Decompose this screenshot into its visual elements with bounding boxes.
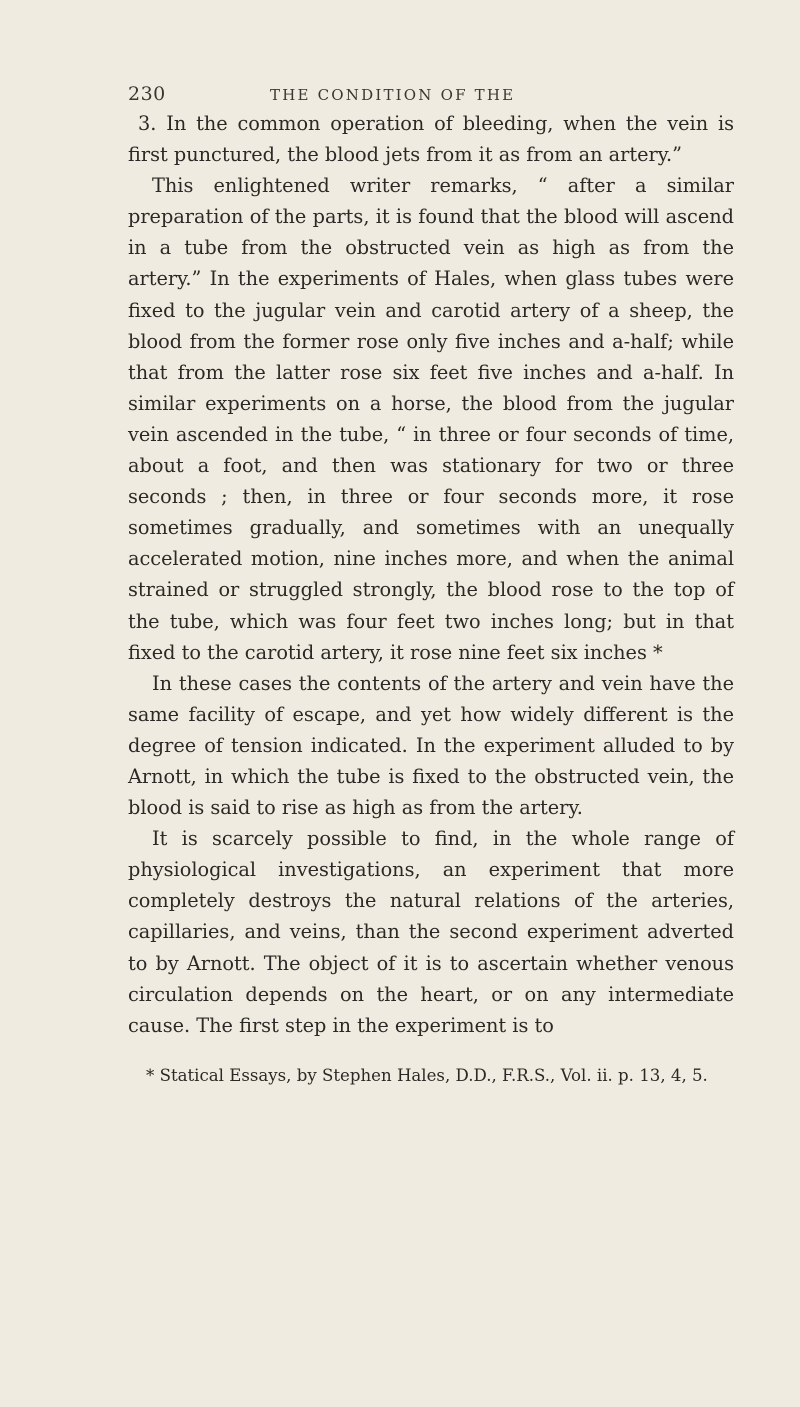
body-text (128, 108, 734, 1041)
running-head: THE CONDITION OF THE (270, 86, 516, 104)
paragraph-1: 3. In the common operation of bleeding, when the vein is first punctured, the blood jets from it as from an artery.” (128, 112, 734, 167)
page-number: 230 (128, 83, 166, 105)
paragraph-2: This enlightened writer remarks, “ after a similar preparation of the parts, it is found that the blood will ascend in a tube from the obstructed vein as high as from the artery.” In the experiments of Hales, when glass tubes were fixed to the jugular vein and carotid artery of a sheep, the blood from the former rose only five inches and a-half; while that from the latter rose six feet five inches and a-half. In similar experiments on a horse, the blood from the jugular vein ascended in the tube, “ in three or four seconds of time, about a foot, and then was stationary for two or three seconds ; then, in three or four seconds more, it rose sometimes gradually, and sometimes with an unequally accelerated motion, nine inches more, and when the animal strained or struggled strongly, the blood rose to the top of the tube, which was four feet two inches long; but in that fixed to the carotid artery, it rose nine feet six inches * (128, 174, 734, 664)
footnote-text: * Statical Essays, by Stephen Hales, D.D., F.R.S., Vol. ii. p. 13, 4, 5. (146, 1066, 708, 1085)
paragraph-3: In these cases the contents of the artery and vein have the same facility of escape, and yet how widely different is the degree of tension indicated. In the experiment alluded to by Arnott, in which the tube is fixed to the obstructed vein, the blood is said to rise as high as from the artery. (128, 671, 734, 820)
paragraph-4: It is scarcely possible to find, in the whole range of physiological investigations, an experiment that more completely destroys the natural relations of the arteries, capillaries, and veins, than the second experiment adverted to by Arnott. The object of it is to ascertain whether venous circulation depends on the heart, or on any intermediate cause. The first step in the experiment is to (128, 827, 734, 1037)
footnote (128, 1063, 734, 1089)
